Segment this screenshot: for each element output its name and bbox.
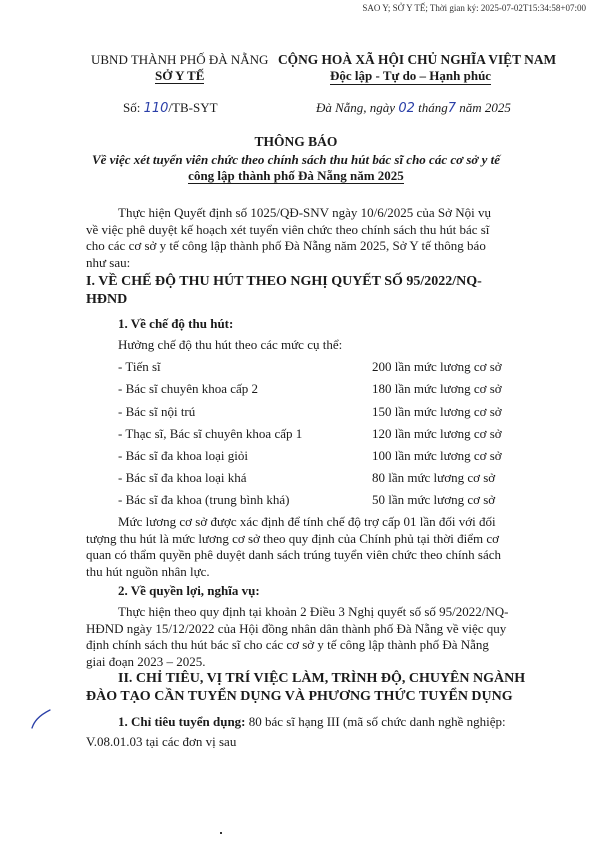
national-motto-text: Độc lập - Tự do – Hạnh phúc <box>330 68 492 83</box>
sub1-intro-text: Hưởng chế độ thu hút theo các mức cụ thể: <box>118 337 343 352</box>
document-subtitle-line1: Về việc xét tuyển viên chức theo chính sách thu hút bác sĩ cho các cơ sở y tế <box>91 152 501 167</box>
issuing-department-text: SỞ Y TẾ <box>155 68 205 83</box>
intro-line: cho các cơ sở y tế công lập thành phố Đà Nẵng năm 2025, Sở Y tế thông báo <box>86 238 486 253</box>
section1-heading-line1: I. VỀ CHẾ ĐỘ THU HÚT THEO NGHỊ QUYẾT SỐ 95/2022/NQ- <box>86 274 482 289</box>
quota-text: 80 bác sĩ hạng III (mã số chức danh nghề nghiệp: <box>245 714 506 729</box>
section2-heading-line2: ĐÀO TẠO CẦN TUYỂN DỤNG VÀ PHƯƠNG THỨC TUYỂN DỤNG <box>86 689 513 704</box>
base-salary-paragraph <box>86 514 538 580</box>
level-label: - Tiến sĩ <box>118 359 161 374</box>
level-label: - Bác sĩ đa khoa loại giỏi <box>118 448 248 463</box>
quota-line <box>118 714 506 730</box>
document-subtitle-line2-text: công lập thành phố Đà Nẵng năm 2025 <box>188 168 404 183</box>
doc-number-prefix: Số: <box>123 100 141 115</box>
level-label: - Bác sĩ nội trú <box>118 404 196 419</box>
rights-paragraph <box>86 604 538 670</box>
section1-heading-line2: HĐND <box>86 292 128 307</box>
date-day-handwritten: 02 <box>398 101 415 116</box>
quota-label: 1. Chỉ tiêu tuyển dụng: <box>118 714 246 729</box>
section1-sub2-title: 2. Về quyền lợi, nghĩa vụ: <box>118 583 260 598</box>
level-label: - Bác sĩ đa khoa loại khá <box>118 470 247 485</box>
rights-line: giai đoạn 2023 – 2025. <box>86 653 206 669</box>
level-label: - Bác sĩ chuyên khoa cấp 2 <box>118 381 259 396</box>
digital-signature-stamp: SAO Y; SỞ Y TẾ; Thời gian ký: 2025-07-02T15:34:58+07:00 <box>362 3 586 13</box>
date-month-handwritten: 7 <box>447 101 457 116</box>
level-value: 120 lần mức lương cơ sở <box>372 426 502 441</box>
document-number <box>123 100 218 116</box>
issuing-authority: UBND THÀNH PHỐ ĐÀ NẴNG <box>91 52 269 67</box>
base-salary-line: thu hút nguồn nhân lực. <box>86 563 210 579</box>
level-value: 180 lần mức lương cơ sở <box>372 381 502 396</box>
level-value: 200 lần mức lương cơ sở <box>372 359 502 374</box>
issuing-department <box>155 68 204 84</box>
base-salary-line: Mức lương cơ sở được xác định để tính chế độ trợ cấp 01 lần đối với đối <box>118 514 496 529</box>
intro-paragraph <box>86 205 538 271</box>
intro-line: như sau: <box>86 254 131 270</box>
issue-date <box>316 100 511 116</box>
quota-text-2: V.08.01.03 tại các đơn vị sau <box>86 734 237 749</box>
doc-number-handwritten: 110 <box>143 101 169 116</box>
section2-heading-line1: II. CHỈ TIÊU, VỊ TRÍ VIỆC LÀM, TRÌNH ĐỘ, CHUYÊN NGÀNH <box>118 671 526 686</box>
level-label: - Bác sĩ đa khoa (trung bình khá) <box>118 492 290 507</box>
level-label: - Thạc sĩ, Bác sĩ chuyên khoa cấp 1 <box>118 426 303 441</box>
rights-line: định chính sách thu hút bác sĩ cho các cơ sở y tế công lập thành phố Đà Nẵng <box>86 637 489 652</box>
document-title: THÔNG BÁO <box>254 134 338 149</box>
level-value: 80 lần mức lương cơ sở <box>372 470 496 485</box>
rights-line: HĐND ngày 15/12/2022 của Hội đồng nhân dân thành phố Đà Nẵng về việc quy <box>86 620 507 636</box>
national-title: CỘNG HOÀ XÃ HỘI CHỦ NGHĨA VIỆT NAM <box>278 52 557 67</box>
pen-mark-icon <box>30 708 52 730</box>
national-motto <box>330 68 491 84</box>
doc-number-suffix: /TB-SYT <box>168 100 218 115</box>
intro-line: Thực hiện Quyết định số 1025/QĐ-SNV ngày 10/6/2025 của Sở Nội vụ <box>118 205 491 220</box>
level-value: 100 lần mức lương cơ sở <box>372 448 502 463</box>
level-value: 50 lần mức lương cơ sở <box>372 492 496 507</box>
document-subtitle-line2 <box>0 168 592 184</box>
quota-line2 <box>86 734 236 750</box>
date-month-word: tháng <box>418 100 448 115</box>
level-value: 150 lần mức lương cơ sở <box>372 404 502 419</box>
base-salary-line: quan có thẩm quyền phê duyệt danh sách trúng tuyển viên chức theo chính sách <box>86 547 501 562</box>
date-year: năm 2025 <box>459 100 511 115</box>
date-prefix: Đà Nẵng, ngày <box>316 100 396 115</box>
rights-line: Thực hiện theo quy định tại khoản 2 Điều 3 Nghị quyết số số 95/2022/NQ- <box>118 604 509 619</box>
base-salary-line: tượng thu hút là mức lương cơ sở theo quy định của Chính phủ tại thời điểm cơ <box>86 530 499 546</box>
section1-sub1-title: 1. Về chế độ thu hút: <box>118 316 234 331</box>
scan-speck <box>220 832 222 834</box>
intro-line: về việc phê duyệt kế hoạch xét tuyển viên chức theo chính sách thu hút bác sĩ <box>86 221 490 237</box>
